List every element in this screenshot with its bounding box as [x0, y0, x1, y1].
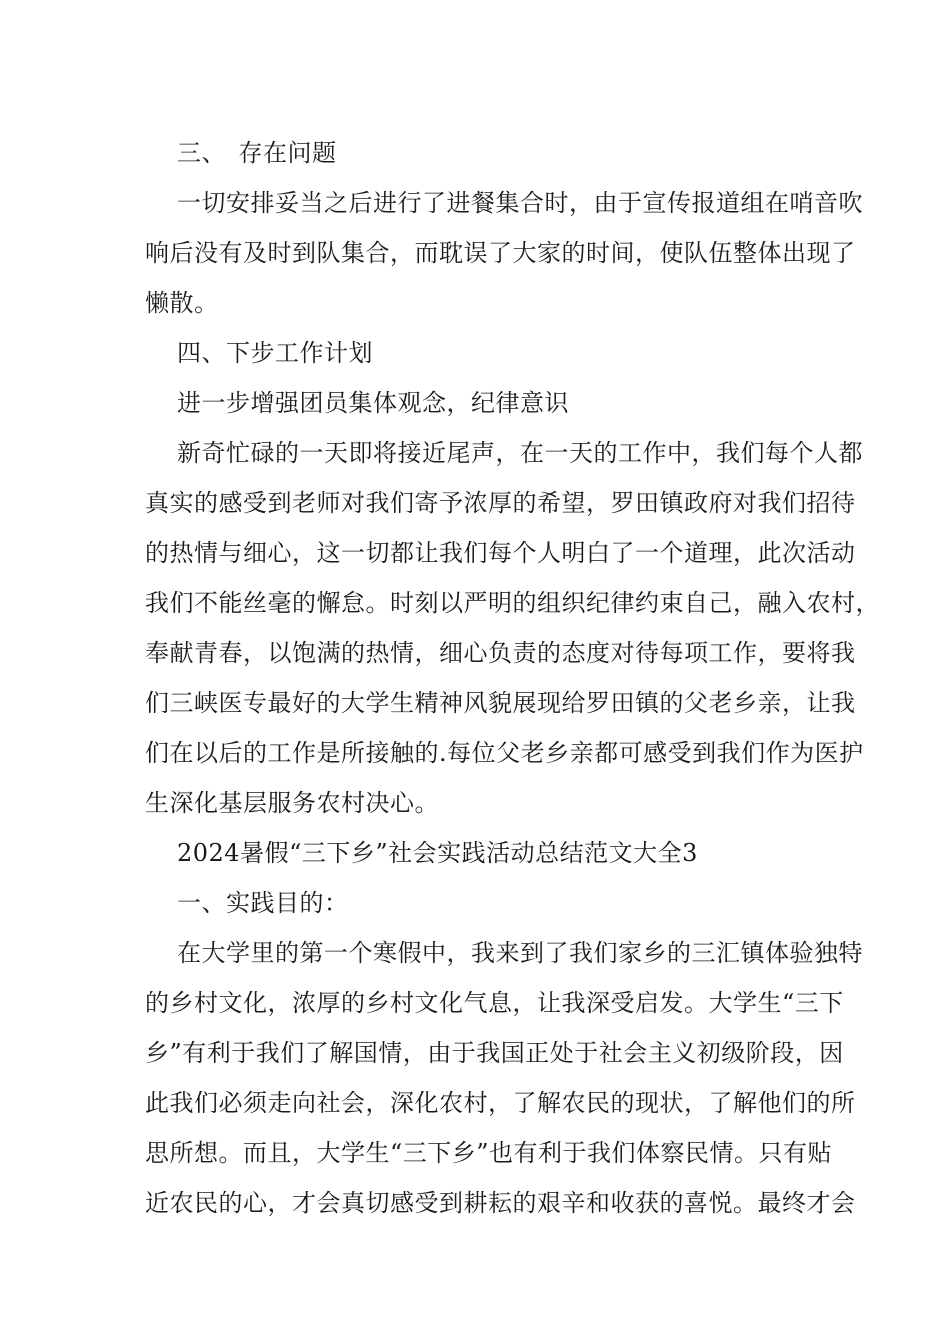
paragraph-line: 思所想。而且，大学生“三下乡”也有利于我们体察民情。只有贴 — [145, 1139, 833, 1167]
paragraph-line: 一切安排妥当之后进行了进餐集合时，由于宣传报道组在哨音吹 — [177, 189, 863, 217]
paragraph-line: 新奇忙碌的一天即将接近尾声，在一天的工作中，我们每个人都 — [177, 439, 863, 467]
document-title: 2024暑假“三下乡”社会实践活动总结范文大全3 — [177, 839, 698, 867]
paragraph-line: 们在以后的工作是所接触的.每位父老乡亲都可感受到我们作为医护 — [145, 739, 864, 767]
paragraph-line: 真实的感受到老师对我们寄予浓厚的希望，罗田镇政府对我们招待 — [145, 489, 856, 517]
paragraph-line: 的乡村文化，浓厚的乡村文化气息，让我深受启发。大学生“三下 — [145, 989, 844, 1017]
paragraph-line: 奉献青春，以饱满的热情，细心负责的态度对待每项工作，要将我 — [145, 639, 856, 667]
paragraph-line: 进一步增强团员集体观念，纪律意识 — [177, 389, 569, 417]
paragraph-line: 乡”有利于我们了解国情，由于我国正处于社会主义初级阶段，因 — [145, 1039, 844, 1067]
paragraph-line: 们三峡医专最好的大学生精神风貌展现给罗田镇的父老乡亲，让我 — [145, 689, 856, 717]
document-page — [145, 128, 880, 1228]
paragraph-line: 生深化基层服务农村决心。 — [145, 789, 439, 817]
paragraph-line: 懒散。 — [145, 289, 219, 317]
paragraph-line: 的热情与细心，这一切都让我们每个人明白了一个道理，此次活动 — [145, 539, 856, 567]
section-heading-plan: 四、下步工作计划 — [177, 339, 373, 367]
paragraph-line: 在大学里的第一个寒假中，我来到了我们家乡的三汇镇体验独特 — [177, 939, 863, 967]
section-heading-problems: 三、 存在问题 — [177, 139, 337, 167]
paragraph-line: 响后没有及时到队集合，而耽误了大家的时间，使队伍整体出现了 — [145, 239, 856, 267]
paragraph-line: 我们不能丝毫的懈怠。时刻以严明的组织纪律约束自己，融入农村， — [145, 589, 880, 617]
section-heading-purpose: 一、实践目的： — [177, 889, 349, 917]
paragraph-line: 此我们必须走向社会，深化农村，了解农民的现状，了解他们的所 — [145, 1089, 856, 1117]
paragraph-line: 近农民的心，才会真切感受到耕耘的艰辛和收获的喜悦。最终才会 — [145, 1189, 856, 1217]
